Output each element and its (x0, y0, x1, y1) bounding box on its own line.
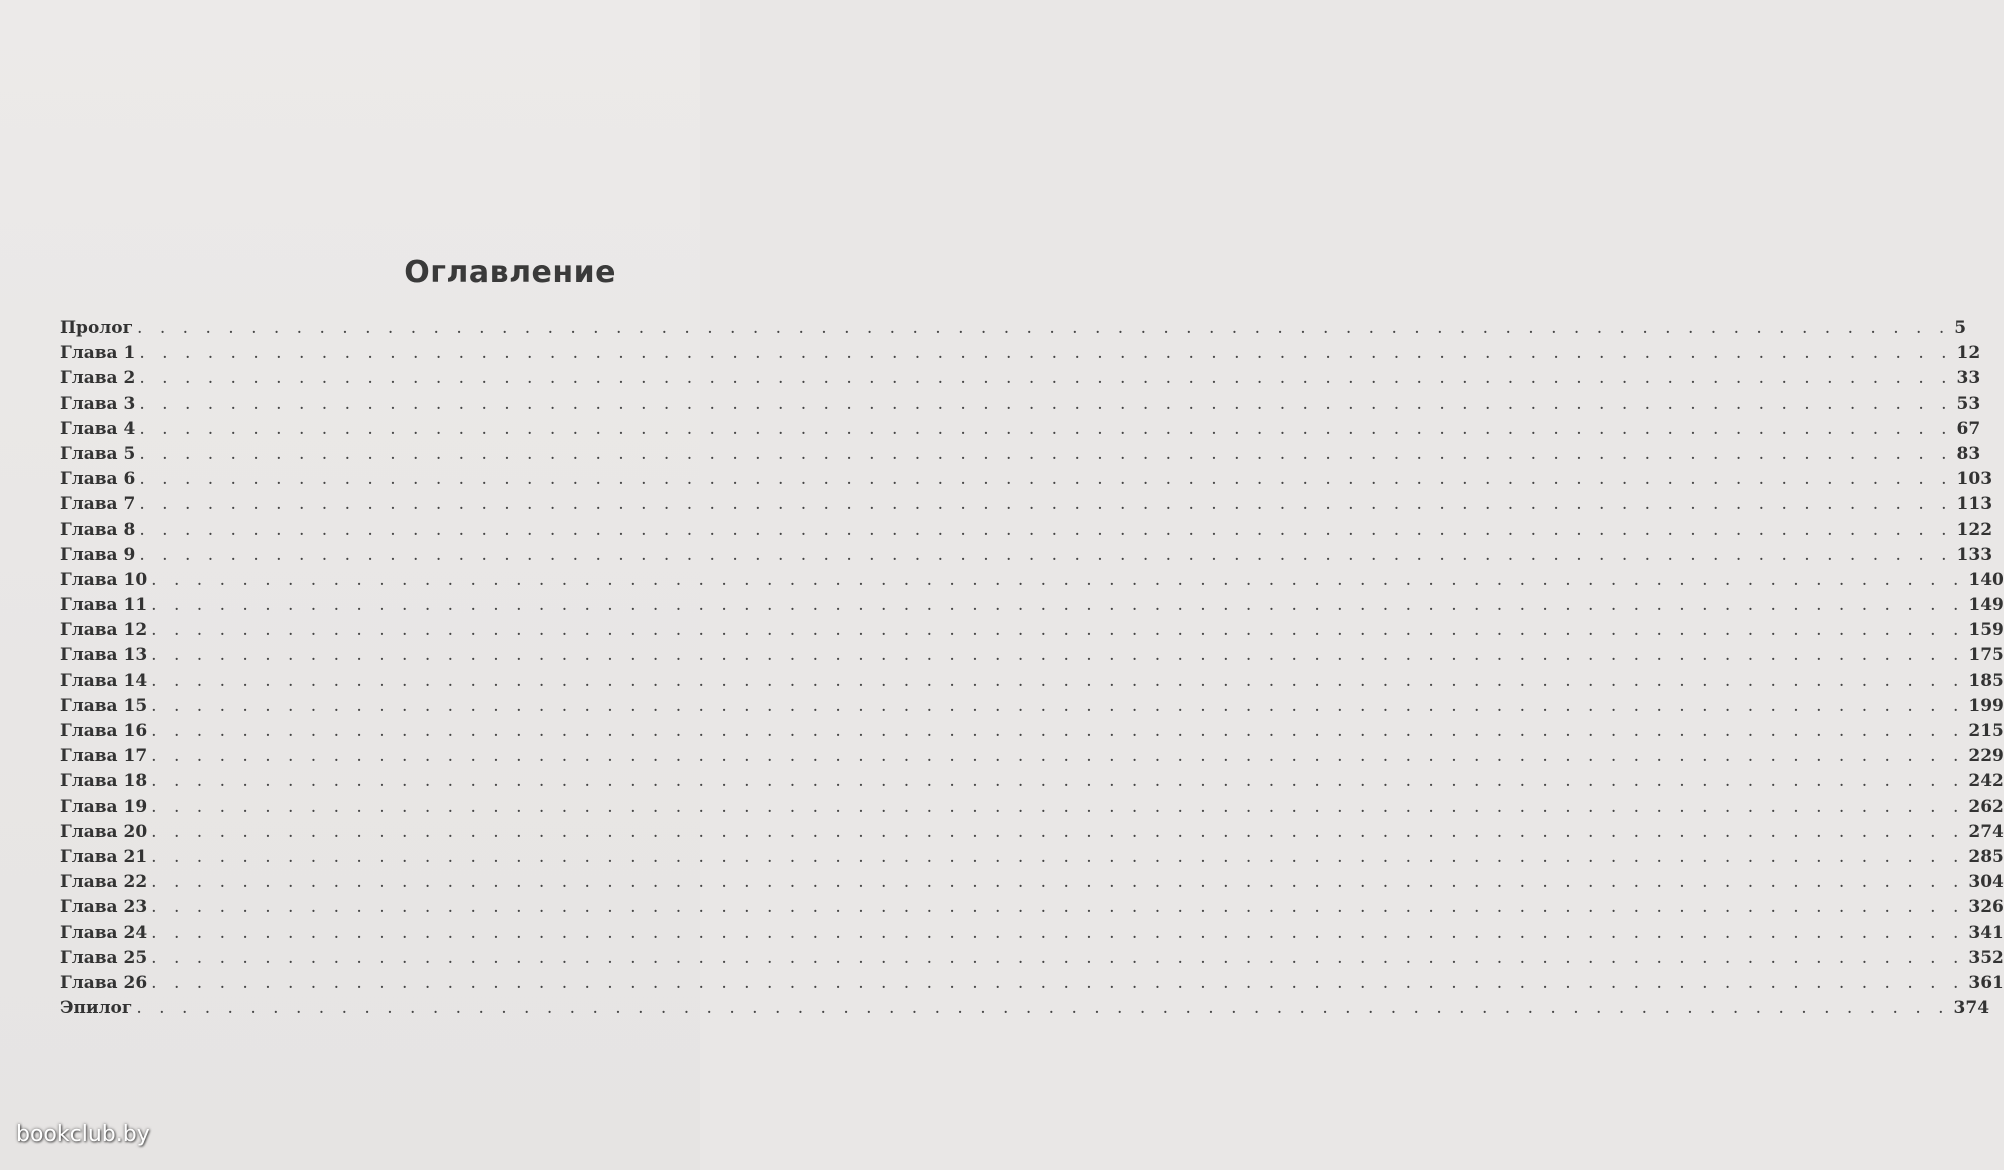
dot-leader: . . . . . . . . . . . . . . . . . . . . . . . . . . . . . . . . . . . . . . . . . . . . . . . . . . . . . . . . . . . . . . . . . . . . . . . . . . . . . . . . (151, 922, 1965, 943)
toc-entry-label: Глава 19 (60, 796, 148, 817)
toc-entry (60, 820, 2004, 845)
toc-entry-page-number: 185 (1968, 670, 2004, 691)
toc-entry-page-number: 285 (1968, 846, 2004, 867)
toc-entry (60, 946, 2004, 971)
toc-entry (60, 795, 2004, 820)
toc-entry-label: Эпилог (60, 998, 133, 1019)
toc-entry-page-number: 83 (1956, 443, 1981, 464)
toc-entry-label: Глава 24 (60, 922, 148, 943)
toc-entry (60, 618, 2004, 643)
toc-entry-page-number: 33 (1956, 368, 1981, 389)
toc-entry-label: Глава 13 (60, 645, 148, 666)
site-watermark: bookclub.by (16, 1122, 150, 1147)
toc-entry (60, 870, 2004, 895)
toc-entry (60, 442, 1981, 467)
dot-leader: . . . . . . . . . . . . . . . . . . . . . . . . . . . . . . . . . . . . . . . . . . . . . . . . . . . . . . . . . . . . . . . . . . . . . . . . . . . . . . . . (151, 972, 1965, 993)
toc-entry-page-number: 175 (1968, 645, 2004, 666)
toc-entry-label: Глава 1 (60, 343, 136, 364)
toc-entry (60, 392, 1981, 417)
toc-entry-page-number: 262 (1968, 796, 2004, 817)
toc-entry-label: Глава 9 (60, 544, 136, 565)
table-of-contents (60, 316, 2004, 1021)
toc-entry (60, 895, 2004, 920)
toc-entry-label: Пролог (60, 318, 134, 338)
toc-entry (60, 694, 2004, 719)
toc-entry (60, 719, 2004, 744)
toc-entry-label: Глава 3 (60, 393, 136, 414)
toc-entry (60, 341, 1981, 366)
dot-leader: . . . . . . . . . . . . . . . . . . . . . . . . . . . . . . . . . . . . . . . . . . . . . . . . . . . . . . . . . . . . . . . . . . . . . . . . . . . . . . . . (151, 796, 1965, 817)
toc-entry-label: Глава 20 (60, 821, 148, 842)
dot-leader: . . . . . . . . . . . . . . . . . . . . . . . . . . . . . . . . . . . . . . . . . . . . . . . . . . . . . . . . . . . . . . . . . . . . . . . . . . . . . . . . (151, 897, 1965, 918)
dot-leader: . . . . . . . . . . . . . . . . . . . . . . . . . . . . . . . . . . . . . . . . . . . . . . . . . . . . . . . . . . . . . . . . . . . . . . . . . . . . . . . . (151, 595, 1965, 616)
toc-entry-page-number: 304 (1968, 872, 2004, 893)
toc-entry-page-number: 242 (1968, 771, 2004, 792)
dot-leader: . . . . . . . . . . . . . . . . . . . . . . . . . . . . . . . . . . . . . . . . . . . . . . . . . . . . . . . . . . . . . . . . . . . . . . . . . . . . . . . . (151, 620, 1965, 641)
toc-entry-label: Глава 18 (60, 771, 148, 792)
toc-entry (60, 417, 1981, 442)
toc-entry-label: Глава 2 (60, 368, 136, 389)
dot-leader: . . . . . . . . . . . . . . . . . . . . . . . . . . . . . . . . . . . . . . . . . . . . . . . . . . . . . . . . . . . . . . . . . . . . . . . . . . . . . . . . (139, 343, 1953, 364)
toc-entry-label: Глава 5 (60, 443, 136, 464)
dot-leader: . . . . . . . . . . . . . . . . . . . . . . . . . . . . . . . . . . . . . . . . . . . . . . . . . . . . . . . . . . . . . . . . . . . . . . . . . . . . . . . . (151, 872, 1965, 893)
dot-leader: . . . . . . . . . . . . . . . . . . . . . . . . . . . . . . . . . . . . . . . . . . . . . . . . . . . . . . . . . . . . . . . . . . . . . . . . . . . . . . . . (151, 645, 1965, 666)
toc-entry (60, 669, 2004, 694)
toc-entry-page-number: 149 (1968, 595, 2004, 616)
dot-leader: . . . . . . . . . . . . . . . . . . . . . . . . . . . . . . . . . . . . . . . . . . . . . . . . . . . . . . . . . . . . . . . . . . . . . . . . . . . . . . . . (139, 544, 1953, 565)
toc-entry-label: Глава 17 (60, 746, 148, 767)
toc-entry-label: Глава 15 (60, 695, 148, 716)
dot-leader: . . . . . . . . . . . . . . . . . . . . . . . . . . . . . . . . . . . . . . . . . . . . . . . . . . . . . . . . . . . . . . . . . . . . . . . . . . . . . . . . (151, 695, 1965, 716)
toc-entry-label: Глава 11 (60, 595, 148, 616)
toc-entry (60, 316, 1967, 341)
dot-leader: . . . . . . . . . . . . . . . . . . . . . . . . . . . . . . . . . . . . . . . . . . . . . . . . . . . . . . . . . . . . . . . . . . . . . . . . . . . . . . . . (139, 519, 1953, 540)
toc-entry-page-number: 326 (1968, 897, 2004, 918)
dot-leader: . . . . . . . . . . . . . . . . . . . . . . . . . . . . . . . . . . . . . . . . . . . . . . . . . . . . . . . . . . . . . . . . . . . . . . . . . . . . . . . . (139, 494, 1953, 515)
dot-leader: . . . . . . . . . . . . . . . . . . . . . . . . . . . . . . . . . . . . . . . . . . . . . . . . . . . . . . . . . . . . . . . . . . . . . . . . . . . . . . . . (151, 771, 1965, 792)
toc-entry-label: Глава 25 (60, 947, 148, 968)
toc-entry-page-number: 274 (1968, 821, 2004, 842)
toc-entry-page-number: 12 (1956, 343, 1981, 364)
toc-entry (60, 543, 1993, 568)
dot-leader: . . . . . . . . . . . . . . . . . . . . . . . . . . . . . . . . . . . . . . . . . . . . . . . . . . . . . . . . . . . . . . . . . . . . . . . . . . . . . . . . (151, 746, 1965, 767)
dot-leader: . . . . . . . . . . . . . . . . . . . . . . . . . . . . . . . . . . . . . . . . . . . . . . . . . . . . . . . . . . . . . . . . . . . . . . . . . . . . . . . . (139, 368, 1953, 389)
dot-leader: . . . . . . . . . . . . . . . . . . . . . . . . . . . . . . . . . . . . . . . . . . . . . . . . . . . . . . . . . . . . . . . . . . . . . . . . . . . . . . . . (151, 846, 1965, 867)
toc-entry (60, 568, 2004, 593)
toc-entry-label: Глава 8 (60, 519, 136, 540)
toc-entry (60, 845, 2004, 870)
toc-entry (60, 467, 1993, 492)
toc-entry-page-number: 159 (1968, 620, 2004, 641)
toc-entry (60, 492, 1993, 517)
toc-entry (60, 366, 1981, 391)
toc-entry-page-number: 133 (1956, 544, 1993, 565)
toc-entry (60, 921, 2004, 946)
toc-entry-label: Глава 22 (60, 872, 148, 893)
toc-entry-page-number: 229 (1968, 746, 2004, 767)
toc-entry-label: Глава 16 (60, 721, 148, 741)
toc-entry-page-number: 341 (1968, 922, 2004, 943)
toc-entry-page-number: 374 (1953, 998, 1990, 1019)
toc-entry-page-number: 113 (1956, 494, 1993, 515)
toc-entry-page-number: 103 (1956, 469, 1993, 490)
dot-leader: . . . . . . . . . . . . . . . . . . . . . . . . . . . . . . . . . . . . . . . . . . . . . . . . . . . . . . . . . . . . . . . . . . . . . . . . . . . . . . . . (137, 318, 1951, 338)
toc-entry-label: Глава 7 (60, 494, 136, 515)
toc-entry (60, 744, 2004, 769)
toc-entry-label: Глава 6 (60, 469, 136, 490)
toc-entry-page-number: 199 (1968, 695, 2004, 716)
dot-leader: . . . . . . . . . . . . . . . . . . . . . . . . . . . . . . . . . . . . . . . . . . . . . . . . . . . . . . . . . . . . . . . . . . . . . . . . . . . . . . . . (151, 821, 1965, 842)
toc-entry-page-number: 53 (1956, 393, 1981, 414)
dot-leader: . . . . . . . . . . . . . . . . . . . . . . . . . . . . . . . . . . . . . . . . . . . . . . . . . . . . . . . . . . . . . . . . . . . . . . . . . . . . . . . . (139, 469, 1953, 490)
page-title: Оглавление (404, 255, 616, 290)
dot-leader: . . . . . . . . . . . . . . . . . . . . . . . . . . . . . . . . . . . . . . . . . . . . . . . . . . . . . . . . . . . . . . . . . . . . . . . . . . . . . . . . (139, 418, 1953, 439)
toc-entry (60, 971, 2004, 996)
dot-leader: . . . . . . . . . . . . . . . . . . . . . . . . . . . . . . . . . . . . . . . . . . . . . . . . . . . . . . . . . . . . . . . . . . . . . . . . . . . . . . . . (139, 393, 1953, 414)
dot-leader: . . . . . . . . . . . . . . . . . . . . . . . . . . . . . . . . . . . . . . . . . . . . . . . . . . . . . . . . . . . . . . . . . . . . . . . . . . . . . . . . (136, 998, 1950, 1019)
toc-entry (60, 769, 2004, 794)
toc-entry (60, 643, 2004, 668)
dot-leader: . . . . . . . . . . . . . . . . . . . . . . . . . . . . . . . . . . . . . . . . . . . . . . . . . . . . . . . . . . . . . . . . . . . . . . . . . . . . . . . . (151, 721, 1965, 741)
toc-entry-label: Глава 10 (60, 569, 148, 590)
dot-leader: . . . . . . . . . . . . . . . . . . . . . . . . . . . . . . . . . . . . . . . . . . . . . . . . . . . . . . . . . . . . . . . . . . . . . . . . . . . . . . . . (151, 947, 1965, 968)
dot-leader: . . . . . . . . . . . . . . . . . . . . . . . . . . . . . . . . . . . . . . . . . . . . . . . . . . . . . . . . . . . . . . . . . . . . . . . . . . . . . . . . (151, 569, 1965, 590)
toc-entry-page-number: 352 (1968, 947, 2004, 968)
toc-entry (60, 518, 1993, 543)
toc-entry-label: Глава 14 (60, 670, 148, 691)
dot-leader: . . . . . . . . . . . . . . . . . . . . . . . . . . . . . . . . . . . . . . . . . . . . . . . . . . . . . . . . . . . . . . . . . . . . . . . . . . . . . . . . (139, 443, 1953, 464)
toc-entry-page-number: 215 (1968, 721, 2004, 741)
toc-entry-page-number: 122 (1956, 519, 1993, 540)
toc-entry-label: Глава 26 (60, 972, 148, 993)
toc-entry-label: Глава 4 (60, 418, 136, 439)
toc-entry-page-number: 140 (1968, 569, 2004, 590)
toc-entry (60, 996, 1990, 1021)
toc-entry-page-number: 5 (1954, 318, 1967, 338)
toc-entry-page-number: 67 (1956, 418, 1981, 439)
toc-entry-label: Глава 23 (60, 897, 148, 918)
toc-entry-label: Глава 12 (60, 620, 148, 641)
toc-entry-label: Глава 21 (60, 846, 148, 867)
dot-leader: . . . . . . . . . . . . . . . . . . . . . . . . . . . . . . . . . . . . . . . . . . . . . . . . . . . . . . . . . . . . . . . . . . . . . . . . . . . . . . . . (151, 670, 1965, 691)
toc-entry-page-number: 361 (1968, 972, 2004, 993)
toc-entry (60, 593, 2004, 618)
